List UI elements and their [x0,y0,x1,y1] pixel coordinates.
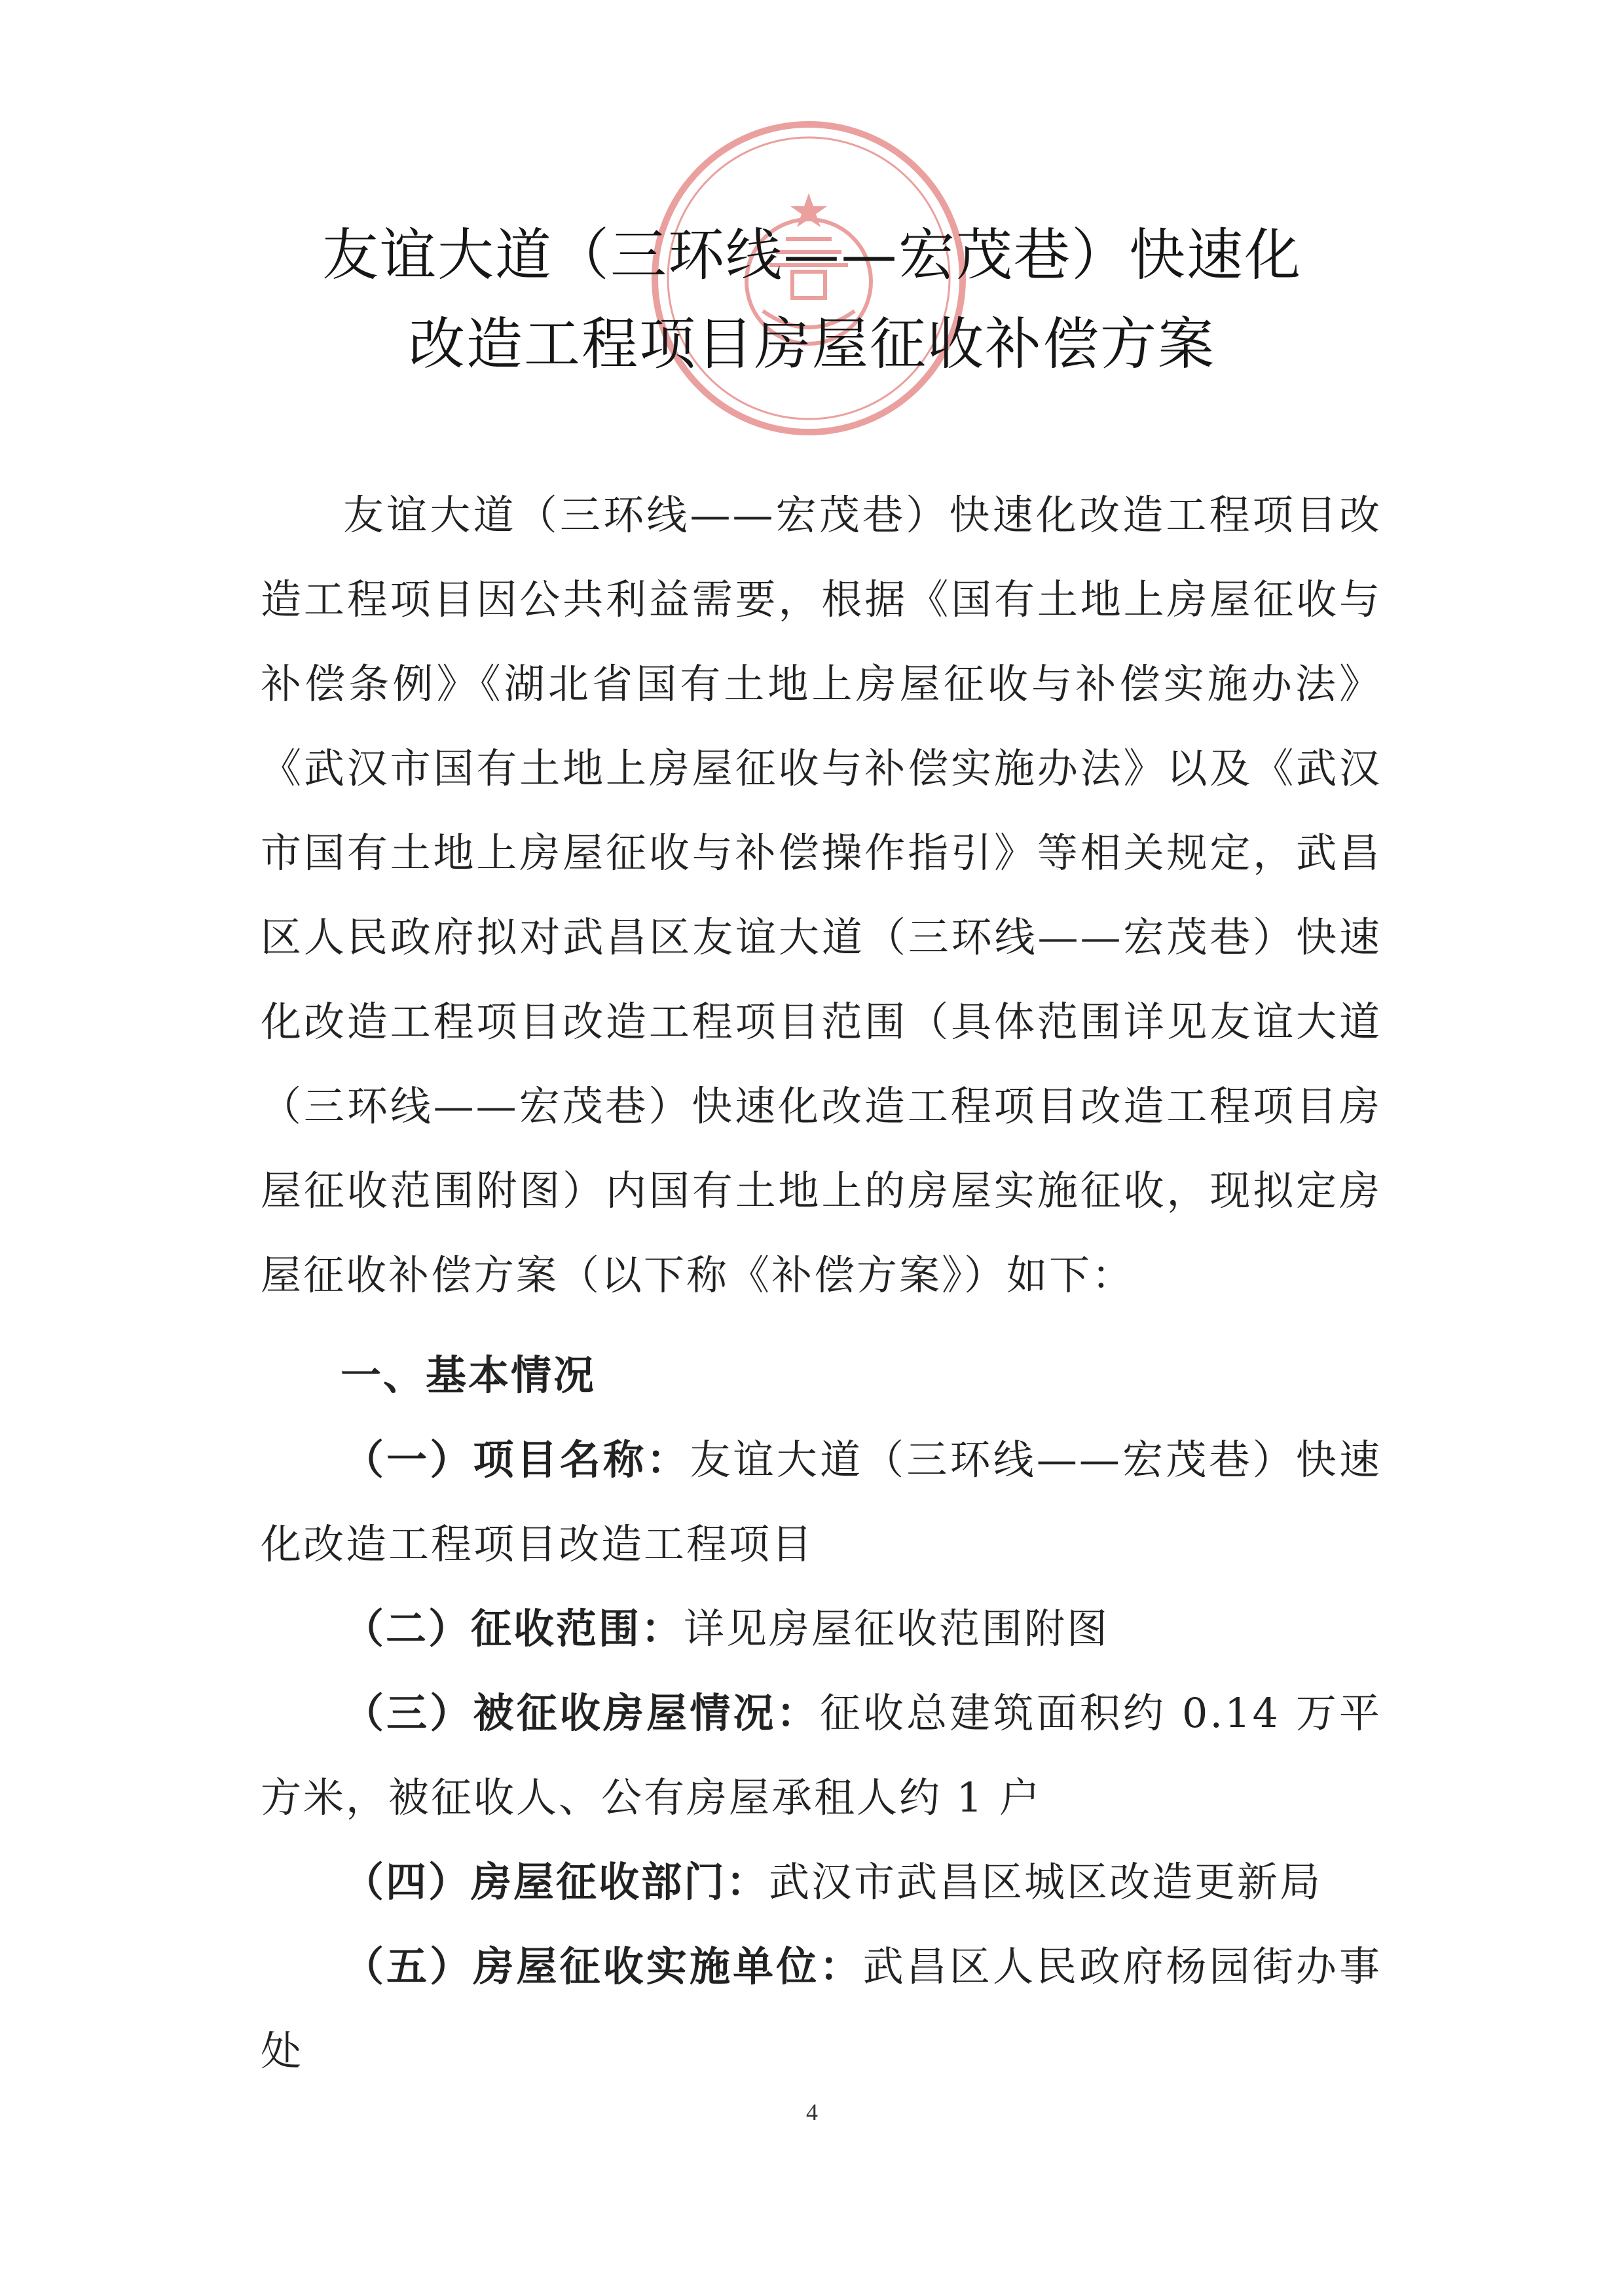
list-item [261,1671,1382,1840]
list-item [261,1840,1382,1924]
document-title-line-2: 改造工程项目房屋征收补偿方案 [409,312,1215,377]
item-label: （五）房屋征收实施单位： [343,1942,863,1990]
item-label: （三）被征收房屋情况： [343,1689,820,1737]
item-text: 武汉市武昌区城区改造更新局 [769,1858,1323,1906]
page-number: 4 [806,2099,818,2125]
item-label: （四）房屋征收部门： [343,1858,769,1906]
item-label: （二）征收范围： [343,1605,684,1652]
item-label: （一）项目名称： [343,1436,690,1484]
intro-paragraph: 友谊大道（三环线——宏茂巷）快速化改造工程项目改造工程项目因公共利益需要，根据《国有土地上房屋征收与补偿条例》《湖北省国有土地上房屋征收与补偿实施办法》《武汉市国有土地上房屋征收与补偿实施办法》以及《武汉市国有土地上房屋征收与补偿操作指引》等相关规定，武昌区人民政府拟对武昌区友谊大道（三环线——宏茂巷）快速化改造工程项目改造工程项目范围（具体范围详见友谊大道（三环线——宏茂巷）快速化改造工程项目改造工程项目房屋征收范围附图）内国有土地上的房屋实施征收，现拟定房屋征收补偿方案（以下称《补偿方案》）如下： [261,491,1382,1299]
item-text: 详见房屋征收范围附图 [684,1605,1110,1652]
document-title-line-1: 友谊大道（三环线——宏茂巷）快速化 [322,223,1302,288]
item-text: 友谊大道（三环线——宏茂巷）快速化改造工程项目改造工程项目 [261,1436,1382,1568]
list-item [261,1417,1382,1586]
item-text: 武昌区人民政府杨园街办事处 [261,1942,1382,2075]
list-item [261,1924,1382,2093]
section-heading: 一、基本情况 [341,1351,597,1399]
item-text: 征收总建筑面积约 0.14 万平方米，被征收人、公有房屋承租人约 1 户 [261,1689,1382,1821]
list-item [261,1586,1382,1671]
